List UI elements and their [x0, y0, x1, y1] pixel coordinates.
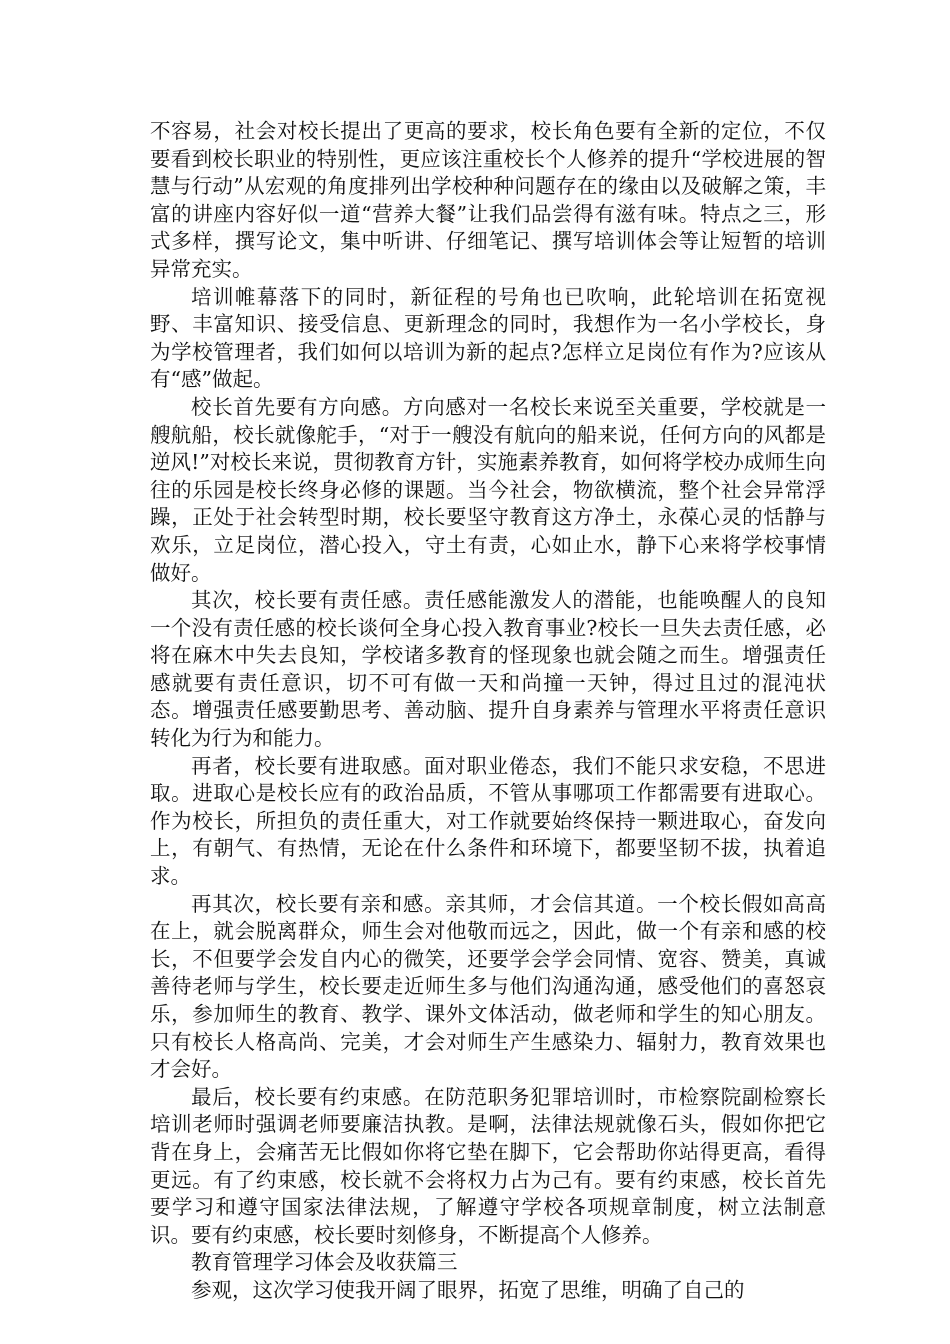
paragraph-1: 不容易，社会对校长提出了更高的要求，校长角色要有全新的定位，不仅要看到校长职业的特别性，更应该注重校长个人修养的提升“学校进展的智慧与行动”从宏观的角度排列出学校种种问题存在的缘由以及破解之策，丰富的讲座内容好似一道“营养大餐”让我们品尝得有滋有味。特点之三，形式多样，撰写论文，集中听讲、仔细笔记、撰写培训体会等让短暂的培训异常充实。	[150, 119, 826, 281]
paragraph-7: 最后，校长要有约束感。在防范职务犯罪培训时，市检察院副检察长培训老师时强调老师要廉洁执教。是啊，法律法规就像石头，假如你把它背在身上，会痛苦无比假如你将它垫在脚下，它会帮助你站得更高，看得更远。有了约束感，校长就不会将权力占为己有。要有约束感，校长首先要学习和遵守国家法律法规，了解遵守学校各项规章制度，树立法制意识。要有约束感，校长要时刻修身，不断提高个人修养。	[150, 1084, 826, 1247]
paragraph-2: 培训帷幕落下的同时，新征程的号角也已吹响，此轮培训在拓宽视野、丰富知识、接受信息、更新理念的同时，我想作为一名小学校长，身为学校管理者，我们如何以培训为新的起点?怎样立足岗位有作为?应该从有“感”做起。	[150, 284, 826, 392]
paragraph-8: 参观，这次学习使我开阔了眼界，拓宽了思维，明确了自己的	[191, 1277, 745, 1302]
paragraph-6: 再其次，校长要有亲和感。亲其师，才会信其道。一个校长假如高高在上，就会脱离群众，师生会对他敬而远之，因此，做一个有亲和感的校长，不但要学会发自内心的微笑，还要学会学会同情、宽容、赞美，真诚善待老师与学生，校长要走近师生多与他们沟通沟通，感受他们的喜怒哀乐，参加师生的教育、教学、课外文体活动，做老师和学生的知心朋友。只有校长人格高尚、完美，才会对师生产生感染力、辐射力，教育效果也才会好。	[150, 891, 826, 1082]
paragraph-5: 再者，校长要有进取感。面对职业倦态，我们不能只求安稳，不思进取。进取心是校长应有的政治品质，不管从事哪项工作都需要有进取心。作为校长，所担负的责任重大，对工作就要始终保持一颗进取心，奋发向上，有朝气、有热情，无论在什么条件和环境下，都要坚韧不拔，执着追求。	[150, 753, 826, 889]
paragraph-3: 校长首先要有方向感。方向感对一名校长来说至关重要，学校就是一艘航船，校长就像舵手，“对于一艘没有航向的船来说，任何方向的风都是逆风!”对校长来说，贯彻教育方针，实施素养教育，如何将学校办成师生向往的乐园是校长终身必修的课题。当今社会，物欲横流，整个社会异常浮躁，正处于社会转型时期，校长要坚守教育这方净土，永葆心灵的恬静与欢乐，立足岗位，潜心投入，守土有责，心如止水，静下心来将学校事情做好。	[150, 394, 826, 585]
section-heading: 教育管理学习体会及收获篇三	[191, 1250, 458, 1275]
paragraph-4: 其次，校长要有责任感。责任感能激发人的潜能，也能唤醒人的良知一个没有责任感的校长谈何全身心投入教育事业?校长一旦失去责任感，必将在麻木中失去良知，学校诸多教育的怪现象也就会随之而生。增强责任感就要有责任意识，切不可有做一天和尚撞一天钟，得过且过的混沌状态。增强责任感要勤思考、善动脑、提升自身素养与管理水平将责任意识转化为行为和能力。	[150, 588, 826, 751]
document-page	[150, 118, 826, 1305]
